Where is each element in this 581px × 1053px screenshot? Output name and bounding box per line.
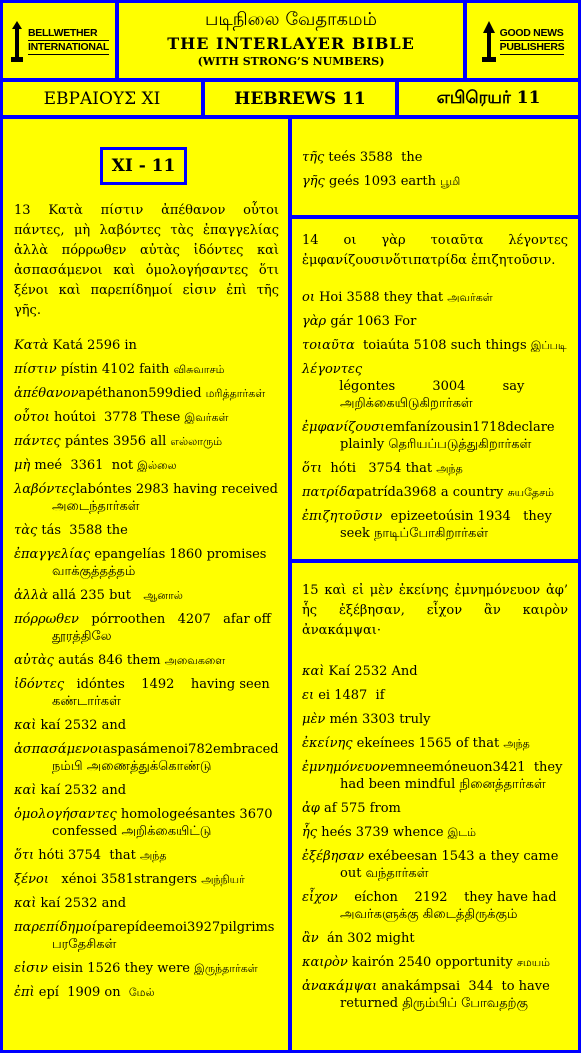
interlinear-entry <box>14 871 279 888</box>
transliteration-strongs-gloss: eisin 1526 they were <box>47 961 195 976</box>
greek-word: πατρίδα <box>302 485 356 500</box>
transliteration-strongs-gloss: labóntes 2983 having received <box>75 482 278 497</box>
interlinear-entry <box>14 361 279 378</box>
right-logo-line2: PUBLISHERS <box>499 40 565 53</box>
greek-word: λαβόντες <box>14 482 76 497</box>
interlinear-entry <box>14 337 279 354</box>
left-column <box>3 119 288 1050</box>
transliteration-strongs-gloss: án 302 might <box>318 931 415 946</box>
transliteration-strongs-gloss: teés 3588 the <box>324 150 423 165</box>
title-subtitle: (WITH STRONG’S NUMBERS) <box>197 55 385 68</box>
greek-word: πόρρωθεν <box>14 612 79 627</box>
verse-14-entries <box>302 289 568 542</box>
tamil-gloss: ஆனால் <box>143 589 183 602</box>
greek-word: ἀνακάμψαι <box>302 979 378 994</box>
book-title-greek: ΕΒΡΑΙΟΥΣ XI <box>43 88 161 109</box>
greek-word: ἀλλὰ <box>14 588 49 603</box>
tamil-gloss: எல்லாரும் <box>170 435 223 448</box>
interlinear-entry <box>14 806 279 840</box>
interlinear-entry <box>302 687 568 704</box>
interlinear-entry <box>302 663 568 680</box>
interlinear-entry <box>14 895 279 912</box>
interlinear-entry <box>302 173 568 190</box>
greek-word: ἰδόντες <box>14 677 65 692</box>
book-bar-english <box>205 82 395 115</box>
greek-word: λέγοντες <box>302 362 363 377</box>
gloss-continuation: seek நாடிப்போகிறார்கள் <box>340 526 489 541</box>
transliteration-strongs-gloss: epangelías 1860 promises <box>90 547 267 562</box>
transliteration-strongs-gloss: epizeetoúsin 1934 they <box>382 509 552 524</box>
gloss-continuation: நம்பி அணைத்துக்கொண்டு <box>52 759 212 774</box>
gloss-continuation: கண்டார்கள் <box>52 694 121 709</box>
interlinear-entry <box>14 385 279 402</box>
gloss-continuation: plainly தெரியப்படுத்துகிறார்கள் <box>340 437 532 452</box>
gloss-continuation: தூரத்திலே <box>52 629 112 644</box>
tamil-gloss: இருந்தார்கள் <box>194 962 258 975</box>
verse-15-text: 15 καὶ εἰ μὲν ἐκείνης ἐμνημόνευον ἀφ’ ἧς ἐξέβησαν, εἶχον ἂν καιρὸν ἀνακάμψαι· <box>302 583 568 638</box>
greek-word: ἐξέβησαν <box>302 849 364 864</box>
interlinear-entry <box>302 711 568 728</box>
greek-word: ὅτι <box>14 848 35 863</box>
right-logo-line1: GOOD NEWS <box>499 26 564 39</box>
interlinear-entry <box>14 433 279 450</box>
interlinear-entry <box>14 717 279 734</box>
gloss-continuation: confessed அறிக்கையிட்டு <box>52 824 212 839</box>
interlinear-entry <box>302 735 568 752</box>
tamil-gloss: அந்த <box>503 737 530 750</box>
greek-word: Κατὰ <box>14 338 49 353</box>
right-middle-box <box>292 219 578 559</box>
transliteration-strongs-gloss: af 575 from <box>319 801 401 816</box>
greek-word: καὶ <box>302 664 325 679</box>
interlinear-entry <box>302 508 568 542</box>
greek-word: εἰσιν <box>14 961 48 976</box>
greek-word: μὲν <box>302 712 326 727</box>
transliteration-strongs-gloss: patrída3968 a country <box>355 485 508 500</box>
transliteration-strongs-gloss: xénoi 3581strangers <box>48 872 202 887</box>
left-logo-box <box>3 3 115 78</box>
transliteration-strongs-gloss: kaí 2532 and <box>36 783 127 798</box>
interlinear-entry <box>14 546 279 580</box>
interlinear-entry <box>14 652 279 669</box>
tamil-gloss: அந்த <box>140 849 167 862</box>
tamil-gloss: அந்நியர் <box>201 873 245 886</box>
transliteration-strongs-gloss: Hoi 3588 they that <box>314 290 448 305</box>
greek-word: τὰς <box>14 523 38 538</box>
gloss-continuation: அவர்களுக்கு கிடைத்திருக்கும் <box>340 907 518 922</box>
verse-13-tail-entries <box>302 149 568 190</box>
tamil-gloss: இல்லை <box>137 459 177 472</box>
greek-word: ἧς <box>302 825 318 840</box>
tamil-gloss: சுயதேசம் <box>507 486 555 499</box>
greek-word: πάντες <box>14 434 61 449</box>
book-title-english: HEBREWS 11 <box>234 88 366 109</box>
transliteration-strongs-gloss: eíchon 2192 they have had <box>337 890 557 905</box>
gloss-continuation: அடைந்தார்கள் <box>52 499 140 514</box>
interlinear-entry <box>14 457 279 474</box>
tamil-gloss: பூமி <box>440 175 461 188</box>
transliteration-strongs-gloss: kairón 2540 opportunity <box>347 955 517 970</box>
interlinear-entry <box>14 960 279 977</box>
interlinear-entry <box>302 954 568 971</box>
interlinear-entry <box>302 800 568 817</box>
transliteration-strongs-gloss: pórroothen 4207 afar off <box>78 612 271 627</box>
gloss-continuation: பரதேசிகள் <box>52 937 117 952</box>
transliteration-strongs-gloss: Katá 2596 in <box>48 338 137 353</box>
interlinear-entry <box>14 522 279 539</box>
greek-word: ἐμφανίζουσι <box>302 420 386 435</box>
transliteration-strongs-gloss: heés 3739 whence <box>317 825 448 840</box>
transliteration-strongs-gloss: pístin 4102 faith <box>56 362 174 377</box>
verse-13-text: 13 Κατὰ πίστιν ἀπέθανον οὗτοι πάντες, μὴ λαβόντες τὰς ἐπαγγελίας ἀλλὰ πόρρωθεν αὐτὰς ἰδόντες καὶ ἀσπασάμενοι καὶ ὁμολογήσαντες ὅτι ξένοι καὶ παρεπίδημοί εἰσιν ἐπὶ τῆς γῆς. <box>14 203 279 318</box>
left-logo-line2: INTERNATIONAL <box>27 40 110 53</box>
gloss-continuation: அறிக்கையிடுகிறார்கள் <box>340 396 473 411</box>
greek-word: τοιαῦτα <box>302 338 355 353</box>
transliteration-strongs-gloss: apéthanon599died <box>78 386 206 401</box>
greek-word: εἶχον <box>302 890 338 905</box>
title-tamil: படிநிலை வேதாகமம் <box>205 9 377 30</box>
interlinear-entry <box>302 889 568 923</box>
left-logo-line1: BELLWETHER <box>28 27 109 41</box>
transliteration-strongs-gloss: autás 846 them <box>53 653 165 668</box>
transliteration-strongs-gloss: légontes 3004 say <box>302 379 525 394</box>
greek-word: ἐπὶ <box>14 985 35 1000</box>
interlinear-entry <box>14 481 279 515</box>
book-bar-tamil <box>399 82 578 115</box>
transliteration-strongs-gloss: kaí 2532 and <box>36 718 127 733</box>
good-news-logo-icon <box>481 19 497 63</box>
interlinear-entry <box>14 741 279 775</box>
greek-word: ει <box>302 688 315 703</box>
interlinear-entry <box>302 848 568 882</box>
greek-word: καὶ <box>14 718 37 733</box>
transliteration-strongs-gloss: geés 1093 earth <box>324 174 441 189</box>
bellwether-logo-icon <box>9 19 25 63</box>
tamil-gloss: மேல் <box>128 986 155 999</box>
verse-13-entries <box>14 337 279 1001</box>
greek-word: ἐκείνης <box>302 736 353 751</box>
book-title-tamil: எபிரெயர் 11 <box>436 87 541 108</box>
greek-word: ἐμνημόνευον <box>302 760 388 775</box>
verse-15-entries <box>302 663 568 1012</box>
verse-14-text: 14 οι γὰρ τοιαῦτα λέγοντες ἐμφανίζουσινὅτιπατρίδα ἐπιζητοῦσιν. <box>302 233 568 268</box>
greek-word: ἐπιζητοῦσιν <box>302 509 383 524</box>
interlinear-entry <box>302 289 568 306</box>
transliteration-strongs-gloss: exébeesan 1543 a they came <box>363 849 559 864</box>
interlinear-entry <box>302 930 568 947</box>
transliteration-strongs-gloss: anakámpsai 344 to have <box>377 979 550 994</box>
greek-word: αὐτὰς <box>14 653 54 668</box>
transliteration-strongs-gloss: parepídeemoi3927pilgrims <box>96 920 275 935</box>
gloss-continuation: வாக்குத்தத்தம் <box>52 564 136 579</box>
gloss-continuation: returned திரும்பிப் போவதற்கு <box>340 996 528 1011</box>
tamil-gloss: இவர்கள் <box>184 411 229 424</box>
greek-word: ὁμολογήσαντες <box>14 807 117 822</box>
interlinear-entry <box>302 149 568 166</box>
interlinear-entry <box>302 484 568 501</box>
greek-word: γῆς <box>302 174 325 189</box>
interlinear-entry <box>14 984 279 1001</box>
greek-word: καιρὸν <box>302 955 348 970</box>
greek-word: ἀφ <box>302 801 320 816</box>
transliteration-strongs-gloss: hóti 3754 that <box>34 848 141 863</box>
tamil-gloss: சமயம் <box>516 956 551 969</box>
transliteration-strongs-gloss: emfanízousin1718declare <box>385 420 555 435</box>
tamil-gloss: அவர்கள் <box>447 291 493 304</box>
greek-word: ὅτι <box>302 461 323 476</box>
transliteration-strongs-gloss: aspasámenoi782embraced <box>102 742 279 757</box>
greek-word: γὰρ <box>302 314 327 329</box>
transliteration-strongs-gloss: hoútoi 3778 These <box>49 410 185 425</box>
transliteration-strongs-gloss: epí 1909 on <box>34 985 129 1000</box>
interlinear-entry <box>14 409 279 426</box>
interlinear-entry <box>14 919 279 953</box>
transliteration-strongs-gloss: tás 3588 the <box>37 523 128 538</box>
title-box <box>119 3 463 78</box>
transliteration-strongs-gloss: ekeínees 1565 of that <box>352 736 504 751</box>
right-bottom-box <box>292 563 578 1050</box>
greek-word: καὶ <box>14 783 37 798</box>
interlinear-entry <box>14 676 279 710</box>
greek-word: παρεπίδημοί <box>14 920 97 935</box>
transliteration-strongs-gloss: ei 1487 if <box>314 688 385 703</box>
tamil-gloss: அந்த <box>436 462 463 475</box>
transliteration-strongs-gloss: Kaí 2532 And <box>324 664 418 679</box>
greek-word: ἐπαγγελίας <box>14 547 91 562</box>
transliteration-strongs-gloss: emneemóneuon3421 they <box>387 760 563 775</box>
tamil-gloss: அவைகளை <box>164 654 226 667</box>
greek-word: οὗτοι <box>14 410 50 425</box>
interlinear-entry <box>302 759 568 793</box>
tamil-gloss: இடம் <box>447 826 476 839</box>
title-english: THE INTERLAYER BIBLE <box>167 34 415 53</box>
transliteration-strongs-gloss: homologeésantes 3670 <box>116 807 273 822</box>
chapter-label: XI - 11 <box>100 147 187 185</box>
greek-word: ἂν <box>302 931 319 946</box>
greek-word: πίστιν <box>14 362 57 377</box>
greek-word: ἀπέθανον <box>14 386 79 401</box>
right-logo-box <box>467 3 578 78</box>
transliteration-strongs-gloss: meé 3361 not <box>30 458 138 473</box>
interlinear-entry <box>302 313 568 330</box>
transliteration-strongs-gloss: gár 1063 For <box>326 314 417 329</box>
interlinear-entry <box>302 337 568 354</box>
interlinear-entry <box>302 824 568 841</box>
interlinear-entry <box>14 587 279 604</box>
greek-word: ἀσπασάμενοι <box>14 742 103 757</box>
interlinear-entry <box>14 611 279 645</box>
greek-word: τῆς <box>302 150 325 165</box>
tamil-gloss: விசுவாசம் <box>173 363 225 376</box>
greek-word: ξένοι <box>14 872 49 887</box>
interlinear-entry <box>302 419 568 453</box>
transliteration-strongs-gloss: pántes 3956 all <box>60 434 171 449</box>
transliteration-strongs-gloss: mén 3303 truly <box>325 712 431 727</box>
gloss-continuation: had been mindful நினைத்தார்கள் <box>340 777 546 792</box>
tamil-gloss: இப்படி <box>530 339 567 352</box>
transliteration-strongs-gloss: kaí 2532 and <box>36 896 127 911</box>
interlinear-entry <box>302 978 568 1012</box>
transliteration-strongs-gloss: idóntes 1492 having seen <box>64 677 270 692</box>
greek-word: καὶ <box>14 896 37 911</box>
book-bar-greek <box>3 82 201 115</box>
greek-word: οι <box>302 290 315 305</box>
tamil-gloss: மரித்தார்கள் <box>205 387 266 400</box>
transliteration-strongs-gloss: allá 235 but <box>48 588 144 603</box>
transliteration-strongs-gloss: hóti 3754 that <box>322 461 437 476</box>
interlinear-entry <box>14 782 279 799</box>
right-top-box <box>292 119 578 215</box>
greek-word: μὴ <box>14 458 31 473</box>
transliteration-strongs-gloss: toiaúta 5108 such things <box>354 338 531 353</box>
interlinear-entry <box>14 847 279 864</box>
interlinear-entry <box>302 361 568 412</box>
interlinear-entry <box>302 460 568 477</box>
gloss-continuation: out வந்தார்கள் <box>340 866 429 881</box>
